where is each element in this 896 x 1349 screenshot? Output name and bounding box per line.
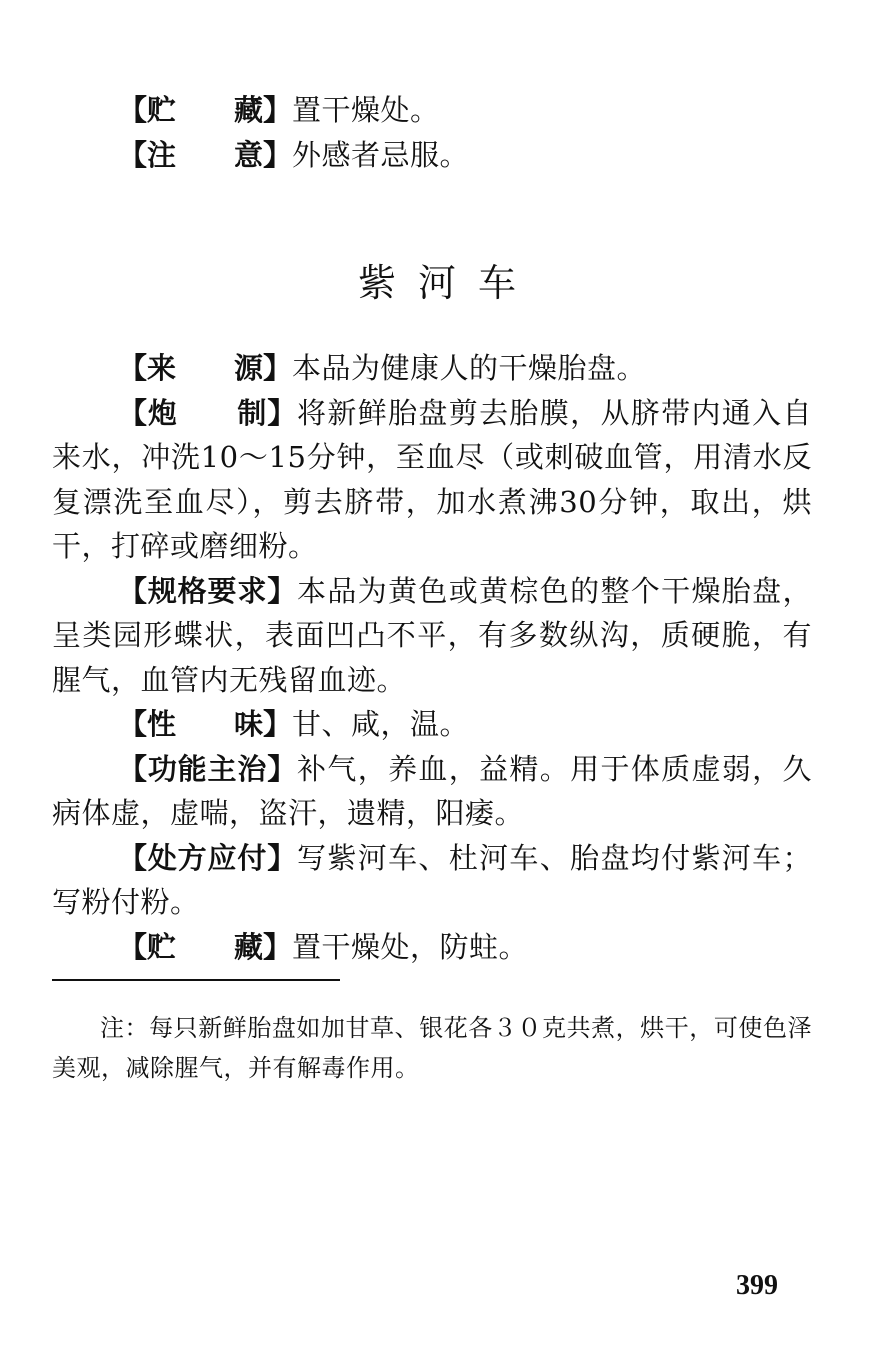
entry-text: 将新鲜胎盘剪去胎膜，从脐带内通入自来水，冲洗10～15分钟，至血尽（或刺破血管，用清水反复漂洗至血尽），剪去脐带，加水煮沸30分钟，取出，烘干，打碎或磨细粉。: [52, 395, 812, 563]
page-number: 399: [736, 1270, 778, 1301]
specification-entry: [52, 569, 812, 703]
function-indication-entry: [52, 747, 812, 836]
footnote: 注：每只新鲜胎盘如加甘草、银花各３０克共煮，烘干，可使色泽美观，减除腥气，并有解毒作用。: [52, 1014, 812, 1082]
entry-label: 【性 味】: [118, 707, 293, 741]
entry-text: 本品为健康人的干燥胎盘。: [292, 351, 647, 385]
storage-entry: [52, 925, 812, 970]
entry-text: 置干燥处，防蛀。: [292, 929, 529, 964]
entry-label: 【贮 藏】: [118, 93, 293, 127]
previous-entry-section: [52, 88, 812, 177]
prescription-entry: [52, 836, 812, 925]
entry-label: 【注 意】: [118, 137, 293, 172]
entry-label: 【炮 制】: [118, 395, 298, 430]
caution-entry: [52, 133, 812, 178]
entry-text: 外感者忌服。: [292, 137, 470, 172]
entry-label: 【贮 藏】: [118, 929, 293, 964]
entry-text: 写紫河车、杜河车、胎盘均付紫河车；写粉付粉。: [52, 840, 812, 919]
property-flavor-entry: [52, 702, 812, 747]
entry-label: 【功能主治】: [118, 751, 298, 786]
entry-text: 置干燥处。: [292, 93, 440, 127]
entry-text: 甘、咸，温。: [292, 707, 470, 741]
processing-entry: [52, 391, 812, 569]
storage-entry: [52, 88, 812, 133]
entry-label: 【来 源】: [118, 351, 293, 385]
entry-text: 本品为黄色或黄棕色的整个干燥胎盘，呈类园形蝶状，表面凹凸不平，有多数纵沟，质硬脆，有腥气，血管内无残留血迹。: [52, 573, 812, 697]
source-entry: [52, 346, 812, 391]
section-title: 紫河车: [357, 261, 538, 305]
entry-label: 【规格要求】: [118, 573, 298, 608]
footnote-divider: [52, 979, 340, 981]
entry-text: 补气，养血，益精。用于体质虚弱，久病体虚，虚喘，盗汗，遗精，阳痿。: [52, 751, 812, 830]
entry-label: 【处方应付】: [118, 840, 298, 875]
zihheche-section: [52, 346, 812, 969]
